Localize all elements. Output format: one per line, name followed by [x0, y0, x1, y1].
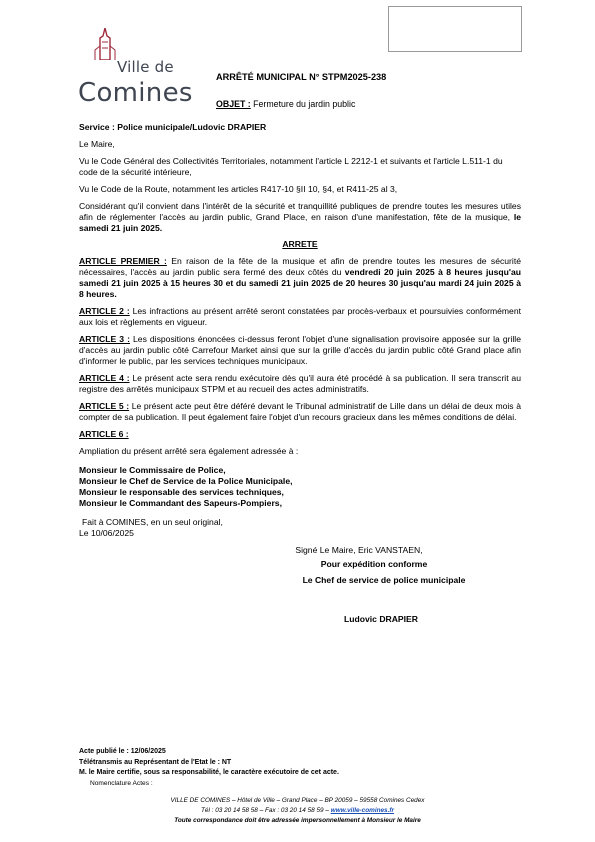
- signature-chef: Le Chef de service de police municipale: [302, 575, 466, 585]
- acte-publie: Acte publié le : 12/06/2025: [79, 748, 166, 755]
- certifie: M. le Maire certifie, sous sa responsabilité, le caractère exécutoire de cet acte.: [79, 769, 339, 776]
- fait-a: Fait à COMINES, en un seul original,: [82, 517, 223, 527]
- vu-code-route: Vu le Code de la Route, notamment les articles R417-10 §II 10, §4, et R411-25 al 3,: [79, 184, 398, 194]
- le-maire: Le Maire,: [79, 139, 115, 149]
- objet-label: OBJET :: [216, 99, 251, 109]
- considerant-date: le samedi 21 juin 2025.: [79, 212, 521, 233]
- city-logo: [78, 28, 200, 110]
- article-2-text: Les infractions au présent arrêté seront constatées par procès-verbaux et poursuivies conformément aux lois et règlements en vigueur.: [79, 306, 521, 327]
- contact-line: [0, 806, 595, 816]
- recipient-list: [79, 465, 521, 509]
- article-1-text: En raison de la fête de la musique et afin de prendre toutes les mesures de sécurité nécessaires, l'accès au jardin public sera fermé des deux côtés du: [79, 256, 521, 277]
- article-3-text: Les dispositions énoncées ci-dessus feront l'objet d'une signalisation provisoire apposée sur la grille d'accès au jardin public côté Carrefour Market ainsi que sur la grille d'accès du jardin public côté Grand place afin d'informer le public, par les services techniques municipaux.: [79, 334, 522, 366]
- website-link[interactable]: www.ville-comines.fr: [330, 807, 395, 814]
- article-2-label: ARTICLE 2 :: [79, 306, 130, 316]
- document-body: [79, 122, 521, 625]
- article-3-label: ARTICLE 3 :: [79, 334, 130, 344]
- vu-cgct: Vu le Code Général des Collectivités Territoriales, notamment l'article L 2212-1 et suivants et l'article L.511-1 du code de la sécurité intérieure,: [79, 156, 503, 177]
- logo-ville-text: Ville de: [117, 58, 174, 76]
- article-6-label: ARTICLE 6 :: [79, 429, 129, 439]
- address-line: VILLE DE COMINES – Hôtel de Ville – Grand Place – BP 20059 – 59558 Comines Cedex: [170, 797, 425, 804]
- signature-block: [244, 545, 524, 625]
- objet-line: [216, 99, 355, 109]
- stamp-box: [388, 6, 522, 52]
- article-1-label: ARTICLE PREMIER :: [79, 256, 167, 266]
- service-line: Service : Police municipale/Ludovic DRAPIER: [79, 122, 267, 132]
- tel-fax: Tél : 03 20 14 58 58 – Fax : 03 20 14 58 59 –: [200, 807, 331, 814]
- ampliation: Ampliation du présent arrêté sera également adressée à :: [79, 446, 299, 456]
- nomenclature: Nomenclature Actes :: [90, 779, 153, 787]
- document-title: ARRÊTÉ MUNICIPAL N° STPM2025-238: [216, 72, 387, 82]
- footer-meta: [79, 747, 539, 789]
- recipient-item: Monsieur le Commissaire de Police,: [79, 465, 226, 475]
- article-4: [79, 373, 521, 395]
- signature-pour: Pour expédition conforme: [320, 559, 428, 569]
- signature-name: Ludovic DRAPIER: [343, 614, 418, 624]
- recipient-item: Monsieur le Chef de Service de la Police Municipale,: [79, 476, 293, 486]
- article-5-text: Le présent acte peut être déféré devant le Tribunal administratif de Lille dans un délai de deux mois à compter de sa publication. Il peut également faire l'objet d'un recours gracieux dans les mêmes conditions de délai.: [79, 401, 521, 422]
- correspondence-note: Toute correspondance doit être adressée impersonnellement à Monsieur le Maire: [174, 817, 421, 824]
- article-2: [79, 306, 521, 328]
- article-4-label: ARTICLE 4 :: [79, 373, 130, 383]
- considerant: [79, 201, 521, 234]
- article-6: [79, 429, 521, 440]
- article-5-label: ARTICLE 5 :: [79, 401, 130, 411]
- article-4-text: Le présent acte sera rendu exécutoire dès qu'il aura été procédé à sa publication. Il sera transcrit au registre des arrêtés municipaux STPM et au recueil des actes administratifs.: [79, 373, 521, 394]
- recipient-item: Monsieur le responsable des services techniques,: [79, 487, 284, 497]
- signature-maire: Signé Le Maire, Eric VANSTAEN,: [295, 545, 423, 555]
- considerant-text: Considérant qu'il convient dans l'intérêt de la sécurité et tranquillité publiques de prendre toutes les mesures utiles afin de réglementer l'accès au jardin public, Grand Place, en raison d'une manifestation, fête de la musique,: [79, 201, 521, 222]
- footer-address: [0, 796, 595, 826]
- article-5: [79, 401, 521, 423]
- article-1: [79, 256, 521, 300]
- recipient-item: Monsieur le Commandant des Sapeurs-Pompiers,: [79, 498, 282, 508]
- church-steeple-icon: [92, 28, 118, 60]
- arrete-heading: ARRETE: [282, 239, 318, 249]
- teletransmis: Télétransmis au Représentant de l'Etat le : NT: [79, 758, 232, 766]
- logo-comines-text: Comines: [78, 78, 193, 108]
- objet-text: Fermeture du jardin public: [250, 99, 356, 109]
- document-date: Le 10/06/2025: [79, 528, 134, 538]
- article-1-dates: vendredi 20 juin 2025 à 8 heures jusqu'au samedi 21 juin 2025 à 15 heures 30 et du samedi 21 juin 2025 de 20 heures 30 jusqu'au mardi 24 juin 2025 à 8 heures.: [79, 267, 521, 299]
- article-3: [79, 334, 521, 367]
